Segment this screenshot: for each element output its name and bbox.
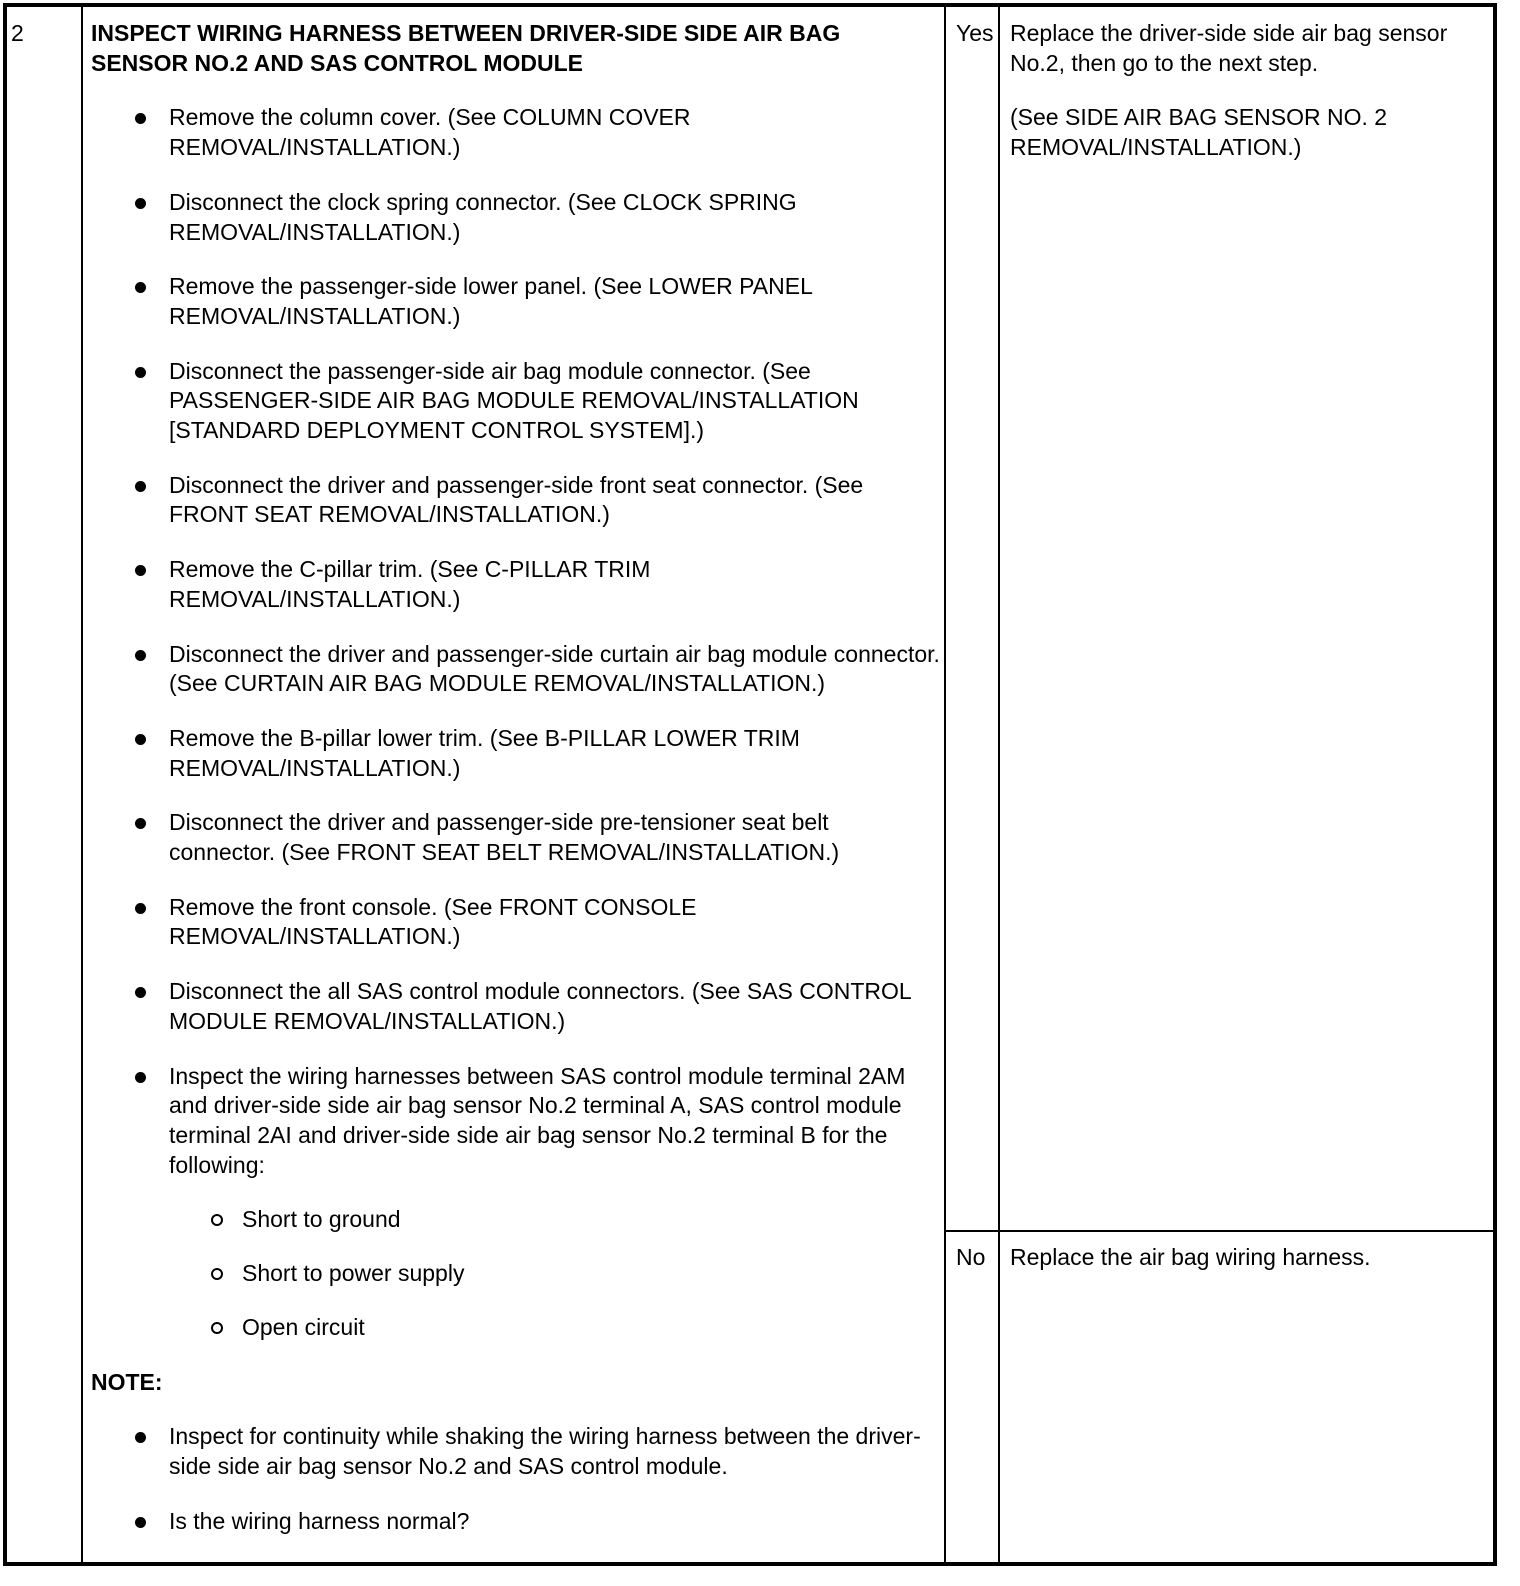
list-item — [91, 272, 941, 331]
bullet-icon — [135, 818, 146, 829]
circle-bullet-icon — [211, 1322, 223, 1334]
bullet-icon — [135, 282, 146, 293]
list-item-text: Disconnect the driver and passenger-side curtain air bag module connector. (See CURTAIN AIR BAG MODULE REMOVAL/INSTALLATION.) — [169, 640, 940, 697]
list-item-text: Disconnect the driver and passenger-side front seat connector. (See FRONT SEAT REMOVAL/INSTALLATION.) — [169, 471, 864, 528]
column-divider — [944, 7, 946, 1562]
procedure-cell — [91, 19, 941, 1536]
list-item — [91, 471, 941, 530]
circle-bullet-icon — [211, 1268, 223, 1280]
list-item-text: Disconnect the all SAS control module connectors. (See SAS CONTROL MODULE REMOVAL/INSTALLATION.) — [169, 978, 911, 1034]
list-item — [91, 1062, 941, 1181]
sub-list-item — [91, 1313, 941, 1343]
bullet-icon — [135, 565, 146, 576]
list-item-text: Disconnect the passenger-side air bag module connector. (See PASSENGER-SIDE AIR BAG MODULE REMOVAL/INSTALLATION [STANDARD DEPLOYMENT CONTROL SYSTEM].) — [169, 357, 859, 444]
list-item-text: Is the wiring harness normal? — [169, 1507, 470, 1534]
no-label: No — [956, 1244, 986, 1270]
list-item — [91, 724, 941, 783]
list-item — [91, 103, 941, 162]
sub-list-item — [91, 1259, 941, 1289]
list-item-text: Short to power supply — [242, 1260, 465, 1287]
list-item — [91, 1422, 941, 1481]
bullet-icon — [135, 1517, 146, 1528]
list-item-text: Short to ground — [242, 1205, 401, 1232]
yes-result — [1010, 19, 1490, 187]
bullet-icon — [135, 367, 146, 378]
list-item-text: Remove the B-pillar lower trim. (See B-PILLAR LOWER TRIM REMOVAL/INSTALLATION.) — [169, 724, 800, 781]
list-item-text: Remove the passenger-side lower panel. (See LOWER PANEL REMOVAL/INSTALLATION.) — [169, 273, 813, 329]
list-item — [91, 640, 941, 699]
step-number: 2 — [11, 20, 24, 46]
no-result: Replace the air bag wiring harness. — [1010, 1244, 1371, 1270]
row-divider — [944, 1230, 1493, 1232]
yes-result-text: Replace the driver-side side air bag sensor No.2, then go to the next step. — [1010, 20, 1448, 76]
bullet-icon — [135, 903, 146, 914]
step-title: INSPECT WIRING HARNESS BETWEEN DRIVER-SIDE SIDE AIR BAG SENSOR NO.2 AND SAS CONTROL MODULE — [91, 20, 841, 76]
yes-label: Yes — [956, 20, 994, 46]
note-label: NOTE: — [91, 1368, 163, 1395]
column-divider — [81, 7, 83, 1562]
bullet-icon — [135, 113, 146, 124]
bullet-icon — [135, 481, 146, 492]
list-item-text: Remove the C-pillar trim. (See C-PILLAR TRIM REMOVAL/INSTALLATION.) — [169, 556, 651, 612]
bullet-icon — [135, 734, 146, 745]
bullet-icon — [135, 198, 146, 209]
yes-result-reference: (See SIDE AIR BAG SENSOR NO. 2 REMOVAL/INSTALLATION.) — [1010, 103, 1388, 160]
bullet-icon — [135, 1072, 146, 1083]
sub-list-item — [91, 1205, 941, 1235]
list-item — [91, 357, 941, 446]
list-item-text: Disconnect the clock spring connector. (See CLOCK SPRING REMOVAL/INSTALLATION.) — [169, 188, 797, 245]
list-item — [91, 188, 941, 247]
list-item-text: Remove the column cover. (See COLUMN COVER REMOVAL/INSTALLATION.) — [169, 104, 691, 161]
list-item-text: Inspect the wiring harnesses between SAS control module terminal 2AM and driver-side side air bag sensor No.2 terminal A, SAS control module terminal 2AI and driver-side side air bag sensor No.2 terminal B for the following: — [169, 1062, 906, 1178]
list-item — [91, 1507, 941, 1537]
list-item-text: Disconnect the driver and passenger-side pre-tensioner seat belt connector. (See FRONT SEAT BELT REMOVAL/INSTALLATION.) — [169, 809, 840, 866]
bullet-icon — [135, 1432, 146, 1443]
bullet-icon — [135, 987, 146, 998]
column-divider — [998, 7, 1000, 1562]
list-item-text: Open circuit — [242, 1314, 365, 1341]
bullet-icon — [135, 650, 146, 661]
list-item — [91, 893, 941, 952]
list-item — [91, 808, 941, 867]
list-item-text: Remove the front console. (See FRONT CONSOLE REMOVAL/INSTALLATION.) — [169, 893, 697, 950]
list-item — [91, 555, 941, 614]
diagnostic-table — [3, 3, 1497, 1566]
circle-bullet-icon — [211, 1214, 223, 1226]
list-item — [91, 977, 941, 1036]
list-item-text: Inspect for continuity while shaking the wiring harness between the driver-side side air bag sensor No.2 and SAS control module. — [169, 1423, 921, 1479]
